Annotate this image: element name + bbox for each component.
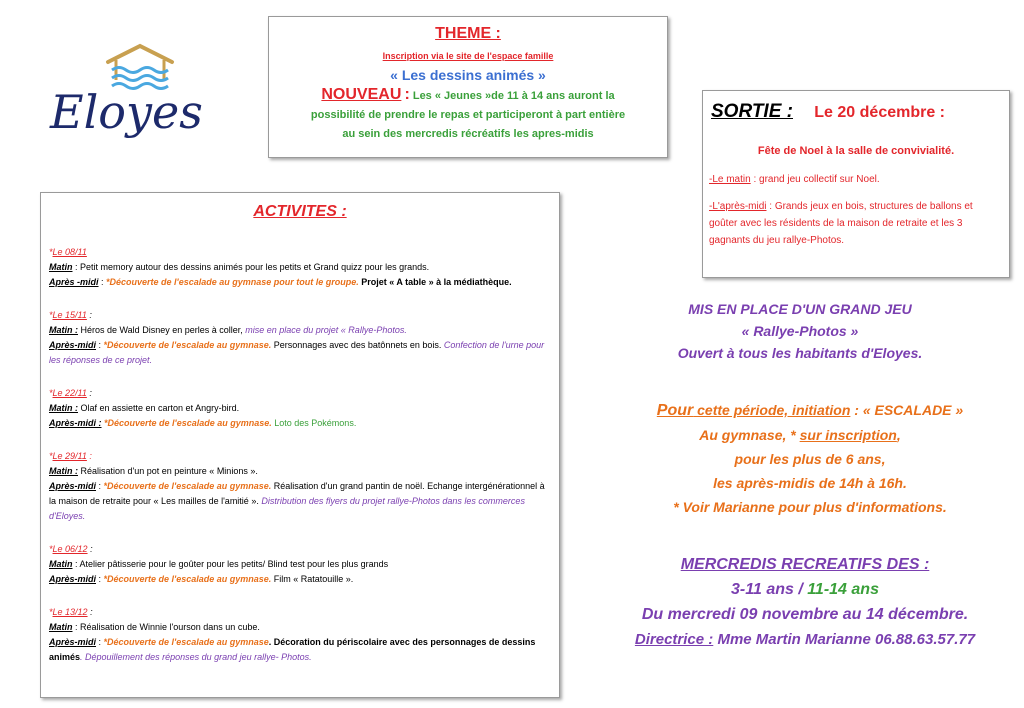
- grand-jeu-block: MIS EN PLACE D'UN GRAND JEU « Rallye-Photos » Ouvert à tous les habitants d'Eloyes.: [677, 301, 923, 361]
- house-waves-icon: [40, 40, 220, 140]
- theme-box: [268, 16, 668, 158]
- activity-day: *Le 06/12 : Matin : Atelier pâtisserie pour le goûter pour les petits/ Blind test pour les plus grands Après-midi : *Découverte de l'escalade au gymnase. Film « Ratatouille ».: [49, 544, 389, 584]
- activity-day: *Le 13/12 : Matin : Réalisation de Winnie l'ourson dans un cube. Après-midi : *Découverte de l'escalade au gymnase. Décoration du périscolaire avec des personnages de dessins animés. Dépouillement des réponses du grand jeu rallye- Photos.: [49, 607, 536, 662]
- theme-title: THEME :: [435, 25, 501, 42]
- sortie-apres-midi: -L'après-midi : Grands jeux en bois, structures de ballons et goûter avec les résidents de la maison de retraite et les 3 gagnants du jeu rallye-Photos.: [709, 201, 973, 246]
- sortie-box: [702, 90, 1010, 278]
- theme-subtitle: Inscription via le site de l'espace famille: [382, 51, 554, 61]
- activity-day: *Le 15/11 : Matin : Héros de Wald Disney en perles à coller, mise en place du projet « Rallye-Photos. Après-midi : *Découverte de l'escalade au gymnase. Personnages avec des batônnets en bois. Confection de l'urne pour les réponses de ce projet.: [49, 310, 545, 365]
- eloyes-logo: [40, 40, 220, 140]
- activity-day: *Le 08/11 Matin : Petit memory autour des dessins animés pour les petits et Grand quizz pour les grands. Après -midi : *Découverte de l'escalade au gymnase pour tout le groupe. Projet « A table » à la médiathèque.: [49, 247, 512, 287]
- nouveau-label: NOUVEAU: [321, 86, 402, 103]
- sortie-matin: -Le matin : grand jeu collectif sur Noel.: [709, 174, 880, 185]
- sortie-fete: Fête de Noel à la salle de convivialité.: [757, 145, 955, 157]
- sortie-date: Le 20 décembre :: [814, 104, 946, 121]
- escalade-block: Pour cette période, initiation : « ESCALADE » Au gymnase, * sur inscription, pour les plus de 6 ans, les après-midis de 14h à 16h. * Voir Marianne pour plus d'informations.: [656, 402, 964, 515]
- theme-nouveau-text: NOUVEAU : Les « Jeunes »de 11 à 14 ans auront la possibilité de prendre le repas et participeront à part entière au sein des mercredis récréatifs les apres-midis: [310, 86, 626, 140]
- svg-text:Eloyes: Eloyes: [50, 85, 203, 139]
- activity-day: *Le 22/11 : Matin : Olaf en assiette en carton et Angry-bird. Après-midi : *Découverte de l'escalade au gymnase. Loto des Pokémons.: [49, 388, 357, 428]
- theme-dessins: « Les dessins animés »: [390, 67, 546, 83]
- activity-day: *Le 29/11 : Matin : Réalisation d'un pot en peinture « Minions ». Après-midi : *Découverte de l'escalade au gymnase. Réalisation d'un grand pantin de noël. Echange intergénérationnel à la maison de retraite pour « Les mailles de l'amitié ». Distribution des flyers du projet rallye-Photos dans les commerces d'Eloyes.: [49, 451, 545, 521]
- activites-title: ACTIVITES :: [253, 203, 347, 220]
- sortie-heading: SORTIE : Le 20 décembre :: [711, 101, 946, 122]
- activites-box: [40, 192, 560, 698]
- mercredis-block: MERCREDIS RECREATIFS DES : 3-11 ans / 11-14 ans Du mercredi 09 novembre au 14 décembre. Directrice : Mme Martin Marianne 06.88.63.57.77: [634, 556, 976, 648]
